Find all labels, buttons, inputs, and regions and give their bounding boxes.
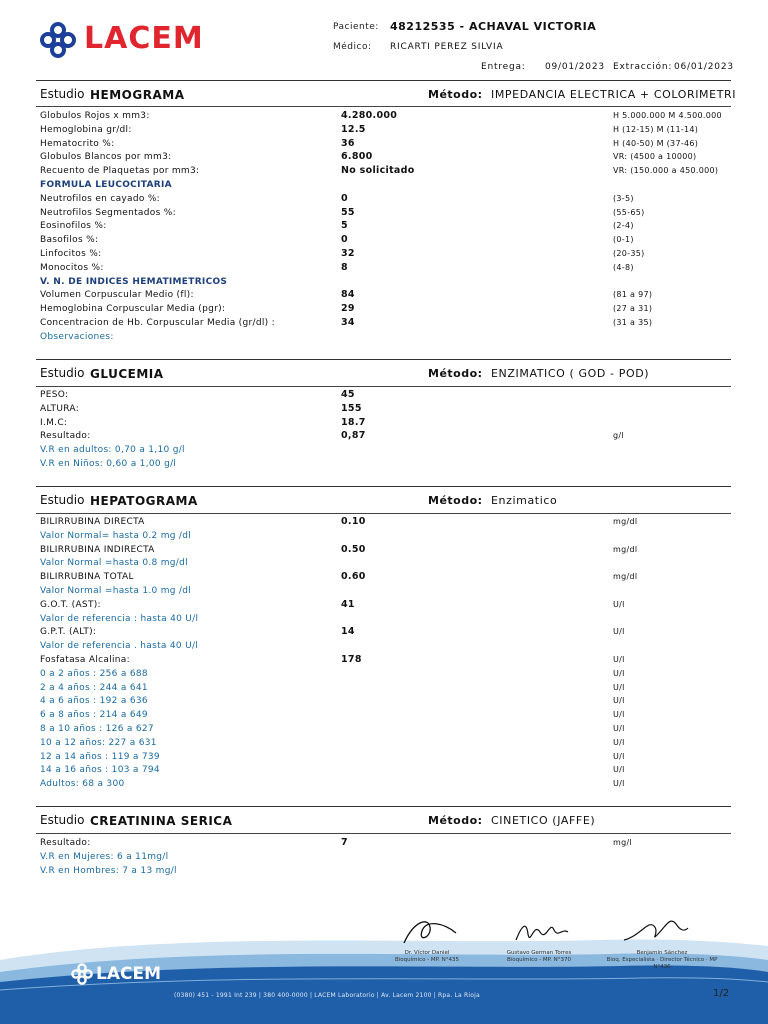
- row-value: 6.800: [341, 151, 373, 163]
- extraccion-value: 06/01/2023: [674, 62, 734, 72]
- row-value: 14: [341, 626, 355, 638]
- row-reference: U/l: [613, 599, 625, 609]
- paciente-value: 48212535 - ACHAVAL VICTORIA: [390, 20, 597, 33]
- table-row: [40, 529, 730, 543]
- table-row: [40, 123, 730, 137]
- page-number: 1/2: [713, 988, 730, 999]
- metodo-label: Método:: [428, 88, 483, 101]
- row-reference: U/l: [613, 724, 625, 733]
- table-row: [40, 750, 730, 764]
- table-row: [40, 178, 730, 192]
- table-row: [40, 864, 730, 878]
- section-divider: [36, 80, 731, 81]
- row-reference: (0-1): [613, 235, 634, 245]
- table-row: [40, 164, 730, 178]
- table-row: [40, 584, 730, 598]
- row-reference: mg/dl: [613, 572, 638, 582]
- row-label: BILIRRUBINA DIRECTA: [40, 517, 145, 527]
- table-row: [40, 543, 730, 557]
- signature-2-name: [484, 950, 594, 964]
- row-label: Valor Normal =hasta 0.8 mg/dl: [40, 558, 188, 569]
- row-reference: H 5.000.000 M 4.500.000: [613, 111, 722, 120]
- table-row: [40, 302, 730, 316]
- row-label: 0 a 2 años : 256 a 688: [40, 668, 148, 679]
- row-value: 45: [341, 389, 355, 400]
- signature-2-line1: Gustavo German Torres: [506, 950, 572, 956]
- table-row: [40, 836, 730, 850]
- row-label: V.R en Niños: 0,60 a 1,00 g/l: [40, 459, 177, 469]
- row-label: I.M.C:: [40, 417, 68, 428]
- table-row: [40, 667, 730, 681]
- estudio-label: Estudio: [40, 87, 85, 101]
- row-value: 32: [341, 248, 355, 259]
- row-reference: (81 a 97): [613, 290, 653, 300]
- row-label: V. N. DE INDICES HEMATIMETRICOS: [40, 276, 228, 287]
- section-divider: [36, 486, 731, 487]
- table-row: [40, 109, 730, 123]
- metodo-label: Método:: [428, 494, 483, 507]
- row-reference: U/l: [613, 765, 625, 775]
- row-value: 178: [341, 654, 362, 665]
- row-label: 12 a 14 años : 119 a 739: [40, 751, 160, 762]
- row-reference: (4-8): [613, 262, 634, 272]
- table-row: [40, 694, 730, 708]
- row-label: PESO:: [40, 390, 69, 400]
- table-row: [40, 722, 730, 736]
- row-reference: g/l: [613, 431, 624, 441]
- row-label: Fosfatasa Alcalina:: [40, 655, 130, 665]
- signature-2-line2: Bioquímico - MP. N°370: [507, 957, 571, 963]
- study-name-creatinina: CREATININA SERICA: [90, 814, 233, 828]
- table-row: [40, 556, 730, 570]
- table-row: [40, 570, 730, 584]
- row-label: G.P.T. (ALT):: [40, 627, 97, 638]
- row-label: Volumen Corpuscular Medio (fl):: [40, 290, 194, 301]
- row-label: 6 a 8 años : 214 a 649: [40, 710, 148, 721]
- footer-logo: [70, 962, 94, 990]
- row-label: Neutrofilos Segmentados %:: [40, 207, 176, 218]
- row-reference: (3-5): [613, 193, 634, 203]
- row-reference: U/l: [613, 751, 625, 761]
- table-row: [40, 247, 730, 261]
- row-label: Neutrofilos en cayado %:: [40, 193, 161, 204]
- row-reference: (2-4): [613, 221, 634, 231]
- table-row: [40, 850, 730, 864]
- row-label: 2 a 4 años : 244 a 641: [40, 682, 148, 693]
- logo-text: LACEM: [84, 21, 204, 56]
- row-label: Hematocrito %:: [40, 138, 115, 149]
- entrega-value: 09/01/2023: [545, 62, 605, 72]
- row-value: 8: [341, 261, 348, 273]
- row-value: 29: [341, 303, 355, 315]
- row-label: V.R en adultos: 0,70 a 1,10 g/l: [40, 445, 185, 456]
- table-row: [40, 708, 730, 722]
- row-reference: H (40-50) M (37-46): [613, 138, 699, 148]
- signature-3-line1: Benjamin Sánchez: [636, 950, 688, 956]
- row-reference: VR: (4500 a 10000): [613, 152, 697, 162]
- row-label: Concentracion de Hb. Corpuscular Media (gr/dl) :: [40, 318, 275, 328]
- entrega-label: Entrega:: [481, 62, 526, 72]
- signature-3-icon: [620, 910, 690, 948]
- metodo-value: Enzimatico: [491, 494, 558, 507]
- extraccion-label: Extracción:: [613, 62, 673, 72]
- table-row: [40, 137, 730, 151]
- row-label: Observaciones:: [40, 331, 114, 342]
- metodo-value: ENZIMATICO ( GOD - POD): [491, 367, 650, 380]
- signature-3-name: [602, 950, 722, 971]
- table-row: [40, 625, 730, 639]
- medico-label: Médico:: [333, 42, 372, 52]
- metodo-value: CINETICO (JAFFE): [491, 814, 596, 827]
- row-label: Recuento de Plaquetas por mm3:: [40, 166, 200, 177]
- study-name-hepatograma: HEPATOGRAMA: [90, 494, 198, 508]
- table-row: [40, 736, 730, 750]
- row-label: Resultado:: [40, 431, 91, 442]
- row-label: Adultos: 68 a 300: [40, 779, 125, 790]
- signature-1-name: [372, 950, 482, 964]
- section-divider: [36, 106, 731, 107]
- study-name-hemograma: HEMOGRAMA: [90, 88, 185, 102]
- row-value: 41: [341, 598, 355, 610]
- metodo-label: Método:: [428, 367, 483, 380]
- row-value: 4.280.000: [341, 110, 398, 121]
- signature-2-icon: [510, 912, 570, 948]
- row-reference: H (12-15) M (11-14): [613, 124, 699, 134]
- row-label: Linfocitos %:: [40, 249, 102, 259]
- row-reference: mg/dl: [613, 544, 638, 554]
- row-value: No solicitado: [341, 165, 415, 177]
- row-value: 0,87: [341, 430, 366, 442]
- paciente-label: Paciente:: [333, 22, 379, 32]
- row-label: Valor Normal= hasta 0.2 mg /dl: [40, 530, 192, 541]
- row-label: Valor de referencia : hasta 40 U/l: [40, 613, 199, 624]
- row-label: 4 a 6 años : 192 a 636: [40, 696, 148, 707]
- row-label: Valor de referencia . hasta 40 U/l: [40, 641, 199, 652]
- table-row: [40, 429, 730, 443]
- row-label: G.O.T. (AST):: [40, 599, 101, 610]
- estudio-label: Estudio: [40, 813, 85, 827]
- table-row: [40, 288, 730, 302]
- row-label: Basofilos %:: [40, 235, 99, 246]
- table-row: [40, 219, 730, 233]
- row-value: 0: [341, 192, 348, 204]
- row-label: BILIRRUBINA INDIRECTA: [40, 544, 155, 555]
- table-row: [40, 192, 730, 206]
- estudio-label: Estudio: [40, 493, 85, 507]
- row-reference: (31 a 35): [613, 318, 653, 327]
- table-row: [40, 233, 730, 247]
- row-label: BILIRRUBINA TOTAL: [40, 572, 134, 583]
- row-value: 0.60: [341, 571, 366, 583]
- row-value: 0.50: [341, 543, 366, 555]
- metodo-label: Método:: [428, 814, 483, 827]
- table-row: [40, 612, 730, 626]
- row-reference: U/l: [613, 696, 625, 706]
- row-value: 36: [341, 137, 355, 149]
- row-reference: U/l: [613, 737, 625, 747]
- signature-3-line2: Bioq. Especialista · Director Técnico · MP N°436: [606, 957, 718, 970]
- section-divider: [36, 359, 731, 360]
- row-label: V.R en Hombres: 7 a 13 mg/l: [40, 865, 177, 876]
- table-row: [40, 763, 730, 777]
- signature-1-icon: [400, 913, 460, 949]
- row-label: Globulos Blancos por mm3:: [40, 152, 172, 163]
- table-row: [40, 416, 730, 430]
- row-reference: U/l: [613, 655, 625, 664]
- table-row: [40, 206, 730, 220]
- table-row: [40, 681, 730, 695]
- footer-logo-icon: [70, 962, 94, 986]
- row-label: Valor Normal =hasta 1.0 mg /dl: [40, 586, 192, 596]
- table-row: [40, 443, 730, 457]
- row-reference: (20-35): [613, 249, 645, 258]
- table-row: [40, 457, 730, 471]
- table-row: [40, 275, 730, 289]
- row-label: Globulos Rojos x mm3:: [40, 111, 150, 121]
- row-value: 7: [341, 837, 348, 848]
- row-reference: mg/l: [613, 838, 632, 847]
- row-reference: U/l: [613, 710, 625, 720]
- section-divider: [36, 833, 731, 834]
- row-value: 12.5: [341, 123, 366, 135]
- row-value: 18.7: [341, 416, 366, 428]
- row-label: ALTURA:: [40, 403, 80, 414]
- table-row: [40, 402, 730, 416]
- row-value: 0.10: [341, 516, 366, 527]
- medico-value: RICARTI PEREZ SILVIA: [390, 42, 504, 52]
- table-row: [40, 316, 730, 330]
- lacem-logo: [38, 20, 204, 60]
- section-divider: [36, 513, 731, 514]
- row-label: FORMULA LEUCOCITARIA: [40, 180, 172, 190]
- row-reference: (55-65): [613, 207, 645, 217]
- footer-contact: (0380) 451 - 1991 Int 239 | 380 400-0000 | LACEM Laboratorio | Av. Lacem 2100 | Rpa. La Rioja: [174, 992, 480, 999]
- table-row: [40, 261, 730, 275]
- row-value: 55: [341, 206, 355, 218]
- row-value: 155: [341, 402, 362, 414]
- row-reference: U/l: [613, 682, 625, 692]
- row-reference: VR: (150.000 a 450.000): [613, 166, 719, 176]
- table-row: [40, 515, 730, 529]
- table-row: [40, 388, 730, 402]
- row-reference: mg/dl: [613, 517, 638, 526]
- row-value: 5: [341, 220, 348, 232]
- table-row: [40, 639, 730, 653]
- signature-1-line1: Dr. Víctor Daniel: [404, 950, 450, 956]
- row-label: 8 a 10 años : 126 a 627: [40, 724, 154, 734]
- row-reference: U/l: [613, 779, 625, 789]
- row-reference: U/l: [613, 668, 625, 678]
- section-divider: [36, 386, 731, 387]
- row-label: Eosinofilos %:: [40, 221, 107, 232]
- table-row: [40, 330, 730, 344]
- table-row: [40, 598, 730, 612]
- row-label: Hemoglobina gr/dl:: [40, 124, 132, 135]
- row-value: 34: [341, 317, 355, 328]
- row-value: 0: [341, 234, 348, 246]
- row-label: Hemoglobina Corpuscular Media (pgr):: [40, 304, 226, 315]
- row-label: 10 a 12 años: 227 a 631: [40, 737, 157, 748]
- row-label: Monocitos %:: [40, 262, 104, 273]
- row-reference: (27 a 31): [613, 304, 653, 314]
- table-row: [40, 777, 730, 791]
- table-row: [40, 653, 730, 667]
- metodo-value: IMPEDANCIA ELECTRICA + COLORIMETRI: [491, 88, 737, 101]
- footer-logo-text: LACEM: [96, 964, 161, 984]
- row-value: 84: [341, 289, 355, 301]
- table-row: [40, 150, 730, 164]
- estudio-label: Estudio: [40, 366, 85, 380]
- row-label: Resultado:: [40, 838, 91, 848]
- row-label: 14 a 16 años : 103 a 794: [40, 765, 160, 776]
- signature-1-line2: Bioquímico - MP. N°435: [395, 957, 459, 963]
- section-divider: [36, 806, 731, 807]
- study-name-glucemia: GLUCEMIA: [90, 367, 164, 381]
- row-reference: U/l: [613, 627, 625, 637]
- lacem-logo-icon: [38, 20, 78, 60]
- row-label: V.R en Mujeres: 6 a 11mg/l: [40, 851, 169, 862]
